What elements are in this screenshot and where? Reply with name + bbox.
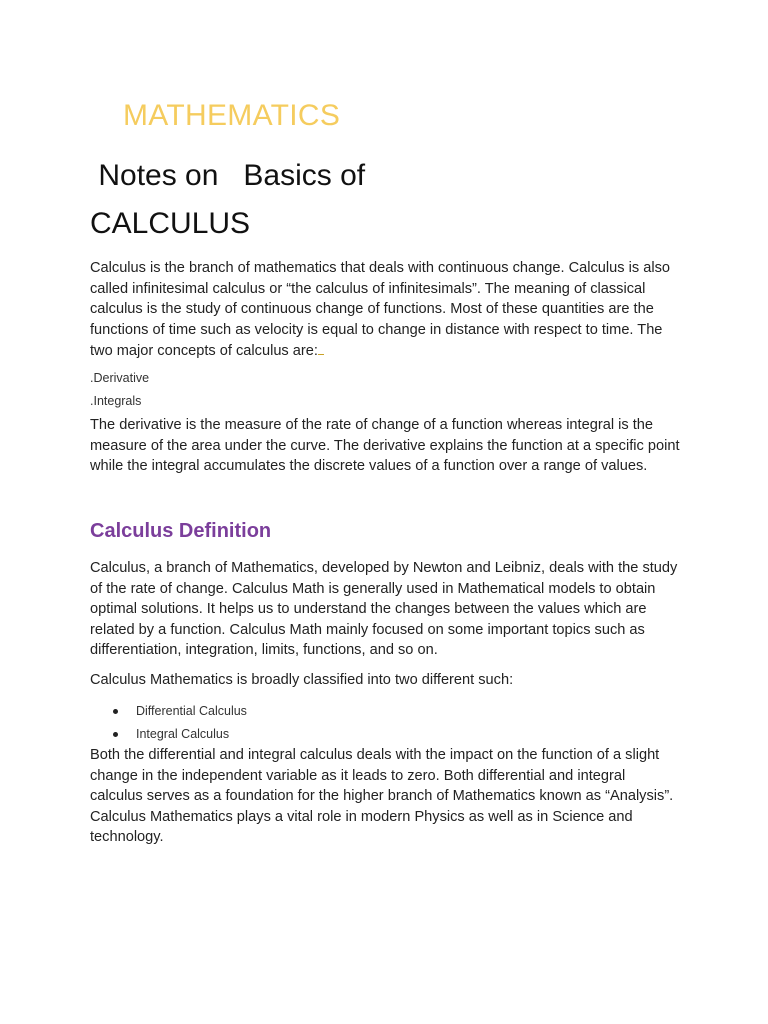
section-heading-definition: Calculus Definition (90, 520, 272, 542)
page-title: Notes on Basics of CALCULUS (90, 159, 374, 240)
list-item-text: Differential Calculus (136, 704, 247, 718)
list-item-text: Integral Calculus (136, 727, 230, 741)
concept-integrals: .Integrals (90, 394, 142, 408)
subject-title: MATHEMATICS (123, 99, 341, 132)
list-item (90, 700, 247, 723)
link-underline (318, 340, 324, 355)
bullet-icon (113, 732, 118, 737)
explanation-paragraph: The derivative is the measure of the rate of change of a function whereas integral is the measure of the area under the curve. The derivative explains the function at a specific point while the integral accumulates the discrete values of a function over a range of values. (90, 417, 680, 474)
conclusion-paragraph: Both the differential and integral calculus deals with the impact on the function of a slight change in the independent variable as it leads to zero. Both differential and integral calculus serves as a foundation for the higher branch of Mathematics known as “Analysis”. Calculus Mathematics plays a vital role in modern Physics as well as in Science and technology. (90, 747, 674, 845)
intro-paragraph (90, 258, 680, 362)
classification-paragraph: Calculus Mathematics is broadly classified into two different such: (90, 672, 514, 688)
calculus-types-list (90, 700, 247, 746)
bullet-icon (113, 709, 118, 714)
definition-paragraph: Calculus, a branch of Mathematics, developed by Newton and Leibniz, deals with the study of the rate of change. Calculus Math is generally used in Mathematical models to obtain optimal solutions. It helps us to understand the changes between the values which are related by a function. Calculus Math mainly focused on some important topics such as differentiation, integration, limits, functions, and so on. (90, 560, 678, 658)
list-item (90, 723, 247, 746)
concept-derivative: .Derivative (90, 371, 150, 385)
intro-paragraph-text: Calculus is the branch of mathematics that deals with continuous change. Calculus is also called infinitesimal calculus or “the calculus of infinitesimals”. The meaning of classical calculus is the study of continuous change of functions. Most of these quantities are the functions of time such as velocity is equal to change in distance with respect to time. The two major concepts of calculus are: (90, 260, 671, 359)
